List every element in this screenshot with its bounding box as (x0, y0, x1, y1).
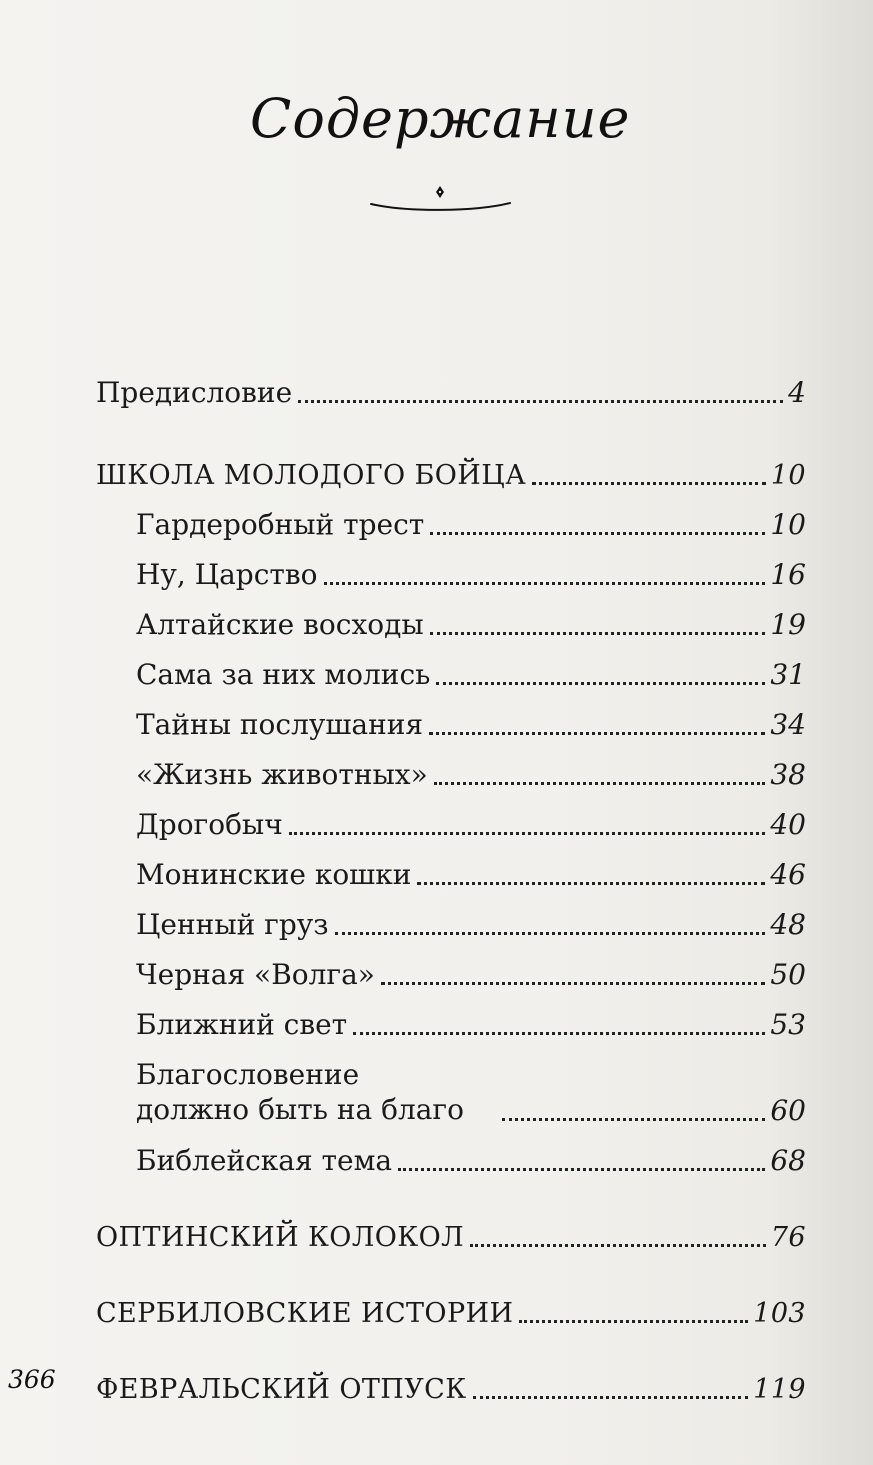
dot-leader (381, 982, 765, 985)
toc-section-entry (96, 1359, 806, 1405)
toc-page-number: 76 (770, 1222, 806, 1254)
toc-entry (96, 795, 806, 841)
toc-page-number: 68 (770, 1144, 806, 1178)
toc-page-number: 34 (770, 708, 806, 742)
toc-page-number: 4 (788, 376, 806, 410)
toc-page-number: 103 (753, 1298, 806, 1330)
toc-entry-title: Благословение должно быть на благо (136, 1058, 464, 1126)
toc-entry (96, 695, 806, 741)
toc-section-entry (96, 1283, 806, 1329)
dot-leader (335, 932, 766, 935)
dot-leader (470, 1244, 766, 1247)
toc-entry-title: ОПТИНСКИЙ КОЛОКОЛ (96, 1222, 465, 1254)
page-number: 366 (8, 1365, 56, 1394)
dot-leader (298, 400, 783, 403)
toc-page-number: 50 (770, 958, 806, 992)
toc-page-number: 31 (770, 658, 806, 692)
toc-entry (96, 1131, 806, 1177)
toc-section-entry (96, 1207, 806, 1253)
flourish-ornament (368, 176, 513, 218)
dot-leader (434, 782, 766, 785)
dot-leader (502, 1118, 765, 1121)
toc-entry (96, 895, 806, 941)
toc-entry-title: Ценный груз (136, 908, 329, 942)
toc-page-number: 48 (770, 908, 806, 942)
contents-heading-block (250, 64, 630, 244)
dot-leader (532, 482, 766, 485)
toc-entry-title: Предисловие (96, 376, 293, 410)
toc-entry-title: СЕРБИЛОВСКИЕ ИСТОРИИ (96, 1298, 514, 1330)
toc-page-number: 60 (770, 1094, 806, 1128)
toc-section-entry (96, 445, 806, 491)
dot-leader (289, 832, 766, 835)
toc-page-number: 16 (770, 558, 806, 592)
toc-entry-title: Гардеробный трест (136, 508, 425, 542)
toc-entry-title: Сама за них молись (136, 658, 431, 692)
toc-entry-title: Дрогобыч (136, 808, 283, 842)
toc-entry-title: Ближний свет (136, 1008, 348, 1042)
toc-entry-title: ФЕВРАЛЬСКИЙ ОТПУСК (96, 1374, 467, 1406)
toc-entry-title: Монинские кошки (136, 858, 412, 892)
toc-entry (96, 363, 806, 409)
toc-page-number: 19 (770, 608, 806, 642)
toc-entry (96, 1045, 806, 1127)
toc-entry-title: Алтайские восходы (136, 608, 424, 642)
dot-leader (417, 882, 765, 885)
dot-leader (430, 632, 766, 635)
toc-page-number: 119 (753, 1374, 806, 1406)
toc-page-number: 38 (770, 758, 806, 792)
dot-leader (430, 532, 765, 535)
toc-entry (96, 845, 806, 891)
dot-leader (324, 582, 766, 585)
dot-leader (436, 682, 765, 685)
contents-title: Содержание (250, 87, 631, 150)
dot-leader (519, 1320, 748, 1323)
toc-entry (96, 945, 806, 991)
toc-entry (96, 745, 806, 791)
table-of-contents (96, 363, 806, 1405)
dot-leader (398, 1168, 765, 1171)
toc-entry-title: «Жизнь животных» (136, 758, 428, 792)
toc-page-number: 40 (770, 808, 806, 842)
toc-entry (96, 495, 806, 541)
toc-page-number: 10 (770, 460, 806, 492)
toc-entry-title: Ну, Царство (136, 558, 318, 592)
toc-entry (96, 545, 806, 591)
toc-page-number: 10 (770, 508, 806, 542)
toc-entry (96, 995, 806, 1041)
toc-entry-title: Тайны послушания (136, 708, 424, 742)
toc-entry-title: Черная «Волга» (136, 958, 375, 992)
toc-page-number: 46 (770, 858, 806, 892)
toc-entry (96, 595, 806, 641)
dot-leader (473, 1396, 749, 1399)
toc-entry-title: Библейская тема (136, 1144, 393, 1178)
dot-leader (353, 1032, 765, 1035)
toc-entry-title: ШКОЛА МОЛОДОГО БОЙЦА (96, 460, 527, 492)
toc-page-number: 53 (770, 1008, 806, 1042)
dot-leader (429, 732, 765, 735)
toc-entry (96, 645, 806, 691)
